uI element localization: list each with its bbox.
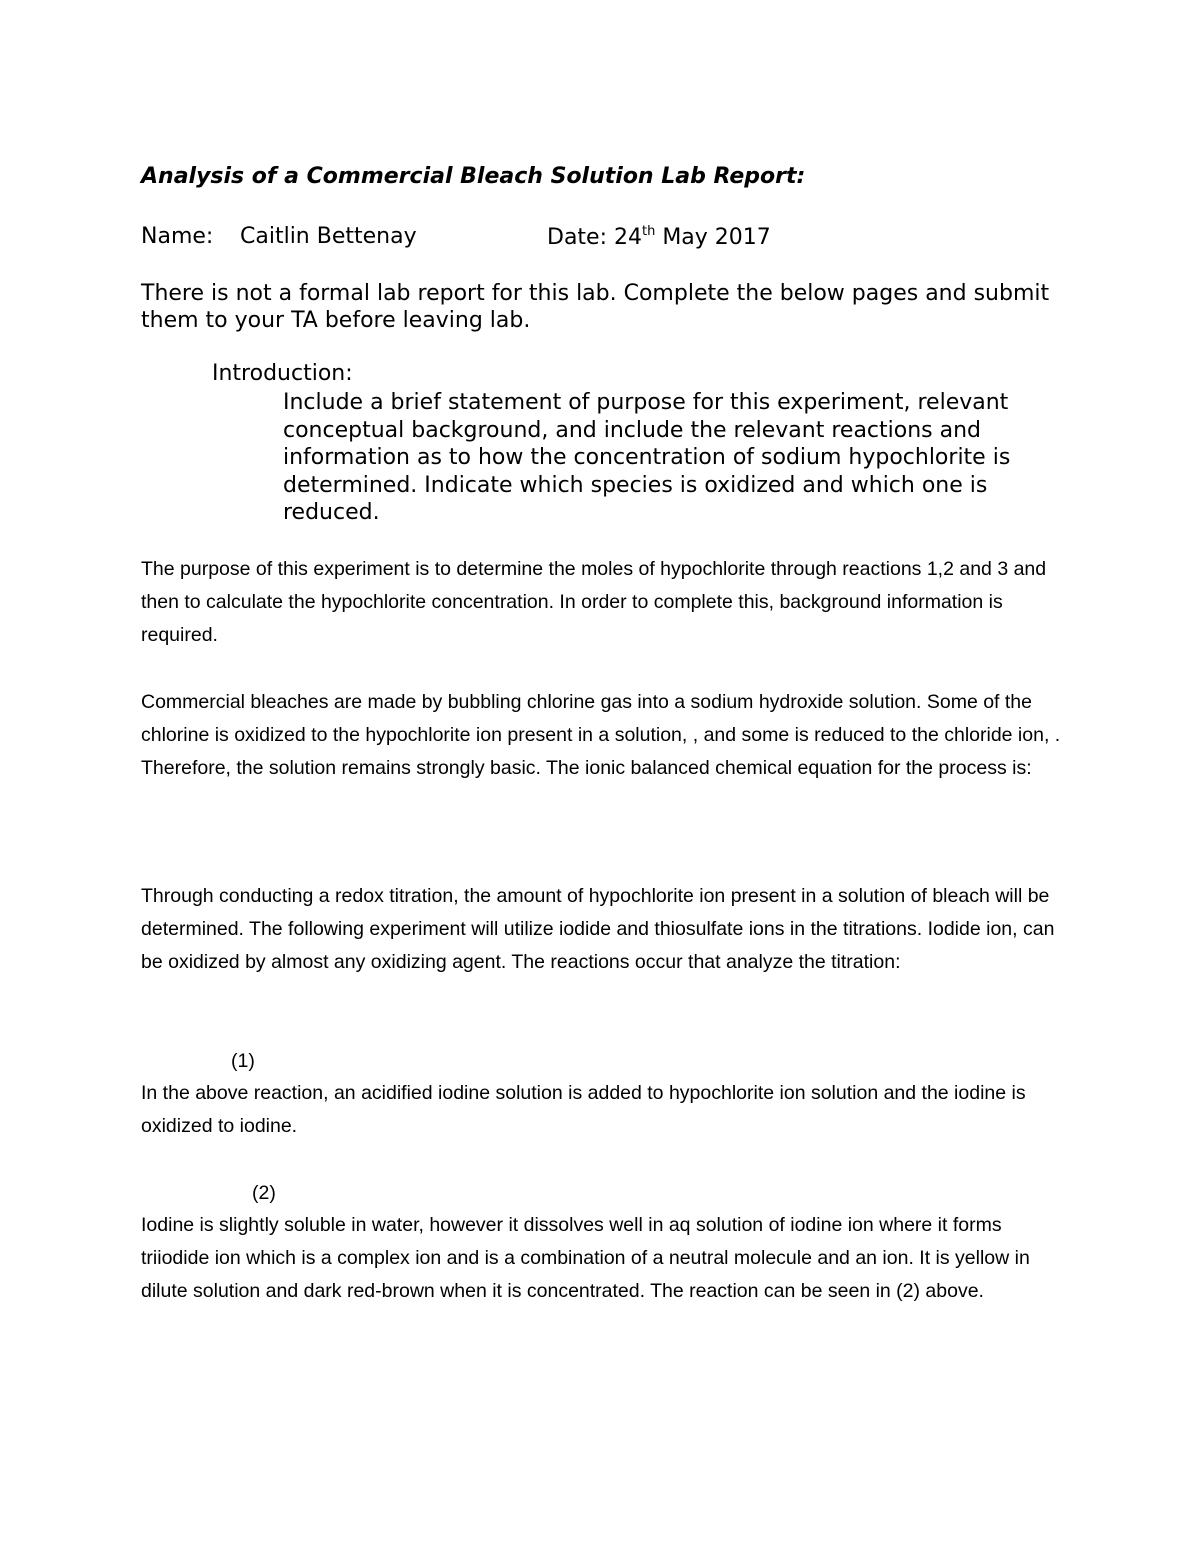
name-label: Name:: [141, 224, 214, 249]
reaction-label-2: (2): [252, 1182, 276, 1204]
bleach-background-paragraph: Commercial bleaches are made by bubbling chlorine gas into a sodium hydroxide solution. Some of the chlorine is oxidized to the hypochlorite ion present in a solution, , and some is reduced to the chloride ion, . Therefore, the solution remains strongly basic. The ionic balanced chemical equation for the process is:: [141, 691, 1061, 779]
date: [547, 224, 771, 250]
purpose-paragraph: The purpose of this experiment is to determine the moles of hypochlorite through reactions 1,2 and 3 and then to calculate the hypochlorite concentration. In order to complete this, background information is required.: [141, 558, 1047, 646]
date-label: Date: 24: [547, 225, 642, 250]
introduction-heading: Introduction:: [212, 361, 353, 386]
titration-paragraph: Through conducting a redox titration, the amount of hypochlorite ion present in a solution of bleach will be determined. The following experiment will utilize iodide and thiosulfate ions in the titrations. Iodide ion, can be oxidized by almost any oxidizing agent. The reactions occur that analyze the titration:: [141, 885, 1055, 973]
introduction-prompt: Include a brief statement of purpose for this experiment, relevant conceptual background, and include the relevant reactions and information as to how the concentration of sodium hypochlorite is determined. Indicate which species is oxidized and which one is reduced.: [283, 390, 1011, 525]
reaction-1-explanation: In the above reaction, an acidified iodine solution is added to hypochlorite ion solution and the iodine is oxidized to iodine.: [141, 1082, 1026, 1137]
name-value: Caitlin Bettenay: [240, 224, 417, 249]
reaction-label-1: (1): [231, 1050, 255, 1072]
reaction-2-explanation: Iodine is slightly soluble in water, however it dissolves well in aq solution of iodine ion where it forms triiodide ion which is a complex ion and is a combination of a neutral molecule and an ion. It is yellow in dilute solution and dark red-brown when it is concentrated. The reaction can be seen in (2) above.: [141, 1214, 1030, 1302]
instructions-text: There is not a formal lab report for this lab. Complete the below pages and submit them to your TA before leaving lab.: [141, 281, 1050, 333]
date-rest: May 2017: [655, 225, 771, 250]
date-superscript: th: [641, 224, 656, 239]
document-title: Analysis of a Commercial Bleach Solution Lab Report:: [141, 164, 806, 189]
